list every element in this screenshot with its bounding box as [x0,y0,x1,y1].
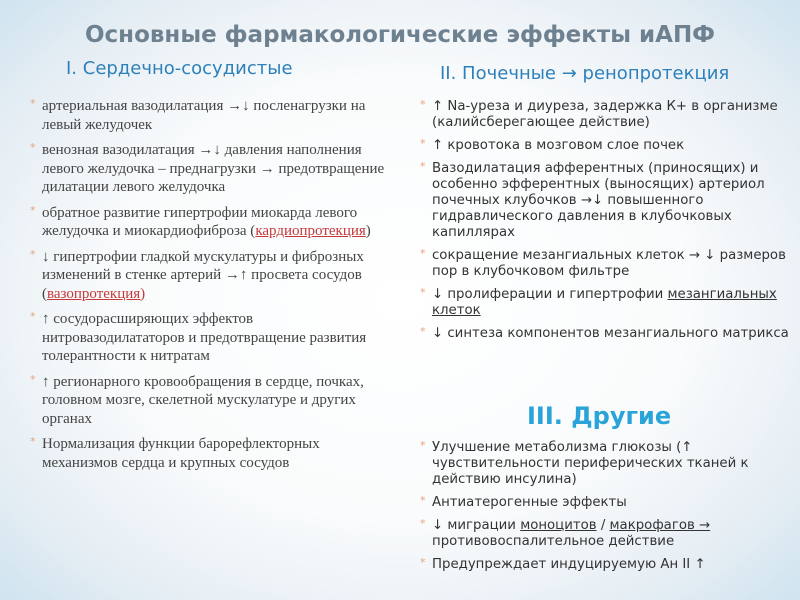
cardio-effects-list [30,97,385,479]
list-item-text: ↓ пролиферации и гипертрофии [432,287,668,302]
list-item [420,161,792,241]
list-item-text: противовоспалительное действие [432,534,675,549]
bullet-icon: * [30,141,36,154]
list-item-text: Антиатерогенные эффекты [432,495,627,510]
bullet-icon: * [420,325,426,338]
section-cardio-heading: I. Сердечно-сосудистые [66,58,293,79]
vasoprotection-link[interactable]: вазопротекция) [47,285,146,302]
list-item-text: ) [365,223,371,239]
list-item-text: венозная вазодилатация →↓ давления наполнения левого желудочка – преднагрузки → предотвращение дилатации левого желудочка [42,142,385,195]
list-item [420,557,792,573]
list-item-text: ↑ Na-уреза и диуреза, задержка К+ в организме (калийсберегающее действие) [432,99,778,130]
section-renal-heading: II. Почечные → ренопротекция [440,63,730,84]
bullet-icon: * [420,556,426,569]
list-item-text: Предупреждает индуцируемую Ан II ↑ [432,557,706,572]
bullet-icon: * [30,372,36,386]
list-item-text: Вазодилатация афферентных (приносящих) и особенно эфферентных (выносящих) артериол почечных клубочков →↓ повышенного гидравлического давления в клубочковых капиллярах [432,161,765,240]
list-item [420,440,792,488]
bullet-icon: * [30,247,36,261]
other-effects-list [420,440,792,580]
bullet-icon: * [420,247,426,260]
list-item-text: Нормализация функции барорефлекторных механизмов сердца и крупных сосудов [42,436,320,471]
list-item-text: сокращение мезангиальных клеток → ↓ размеров пор в клубочковом фильтре [432,248,786,279]
slide-title: Основные фармакологические эффекты иАПФ [85,22,715,48]
list-item [420,248,792,280]
list-item [30,248,385,304]
mesangial-cells-link[interactable]: мезангиальных клеток [432,287,777,318]
macrophages-link[interactable]: макрофагов → [609,518,711,533]
list-item [420,326,792,342]
bullet-icon: * [420,439,426,452]
bullet-icon: * [420,160,426,173]
list-item-text: артериальная вазодилатация →↓ посленагрузки на левый желудочек [42,98,366,133]
list-item [30,310,385,366]
list-item-text: Улучшение метаболизма глюкозы (↑ чувствительности периферических тканей к действию инсулина) [432,440,749,487]
section-other-heading: III. Другие [527,402,672,430]
list-item [30,141,385,197]
bullet-icon: * [420,494,426,507]
list-item [420,287,792,319]
list-item [420,138,792,154]
list-item-text: ↑ сосудорасширяющих эффектов нитровазодилататоров и предотвращение развития толерантности к нитратам [42,311,367,364]
list-item [420,99,792,131]
bullet-icon: * [30,435,36,448]
bullet-icon: * [420,137,426,150]
list-item [30,373,385,429]
list-item [420,518,792,550]
bullet-icon: * [30,97,36,110]
renal-effects-list [420,99,792,349]
cardioprotection-link[interactable]: кардиопротекция [255,223,366,239]
list-item-text: ↓ гипертрофии гладкой мускулатуры и фиброзных изменений в стенке артерий →↑ просвета сосудов ( [42,248,364,302]
monocytes-link[interactable]: моноцитов [520,518,597,533]
list-item-text: ↓ синтеза компонентов мезангиального матрикса [432,326,789,341]
bullet-icon: * [420,98,426,111]
list-item-text: ↑ регионарного кровообращения в сердце, почках, головном мозге, скелетной мускулатуре и других органах [42,373,364,427]
list-item [30,204,385,241]
list-item-text: / [596,518,610,533]
bullet-icon: * [30,310,36,323]
list-item [30,97,385,134]
list-item-text: ↓ миграции [432,518,521,533]
bullet-icon: * [30,203,36,217]
bullet-icon: * [420,286,426,299]
list-item [30,435,385,472]
list-item-text: ↑ кровотока в мозговом слое почек [432,138,685,153]
list-item-text: обратное развитие гипертрофии миокарда левого желудочка и миокардиофиброза ( [42,204,358,239]
bullet-icon: * [420,517,426,530]
list-item [420,495,792,511]
